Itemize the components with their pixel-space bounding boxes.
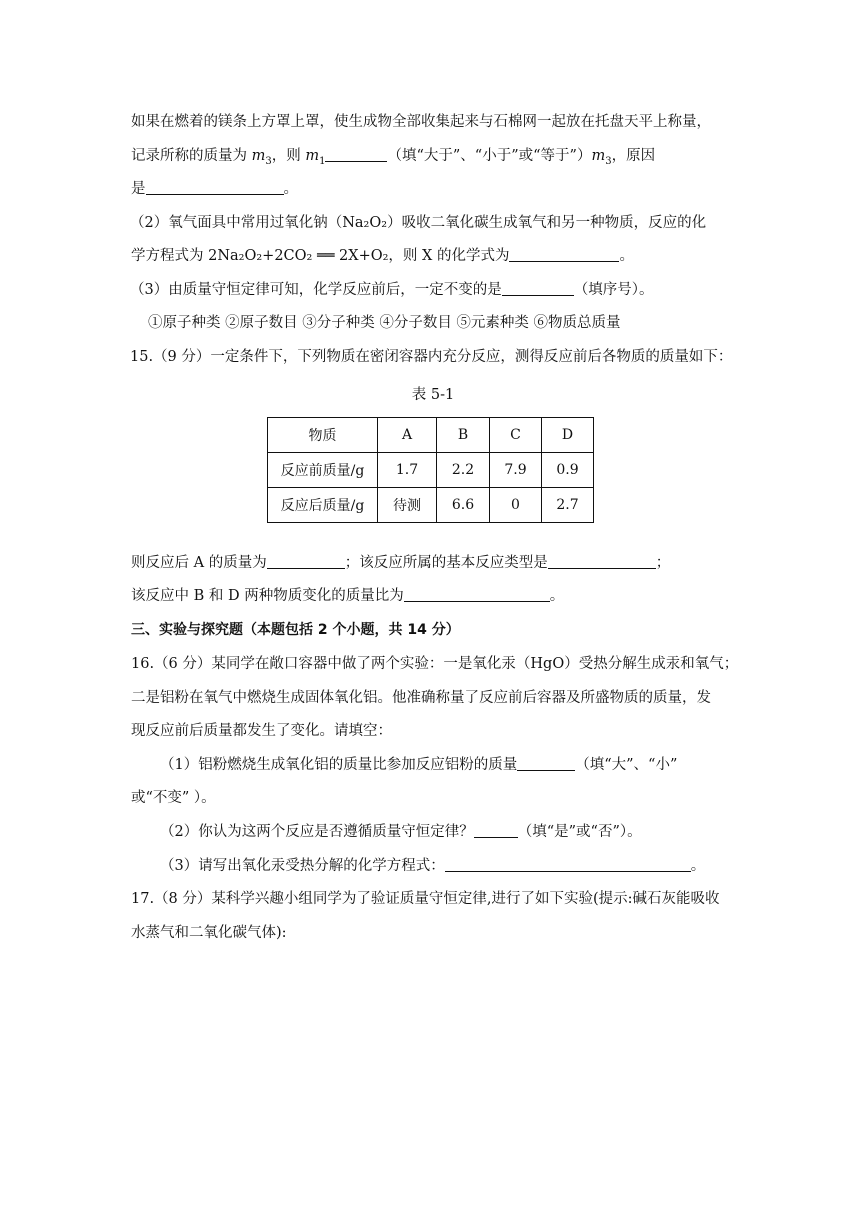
text-line (160, 856, 705, 876)
text-line: 水蒸气和二氧化碳气体): (131, 925, 287, 941)
subscript: 3 (265, 155, 272, 167)
table-caption: 表 5-1 (411, 387, 455, 403)
table-cell: 2.7 (542, 488, 594, 523)
table-cell: A (378, 418, 437, 453)
text-line (160, 822, 642, 842)
data-table (267, 417, 594, 523)
text-line (131, 586, 564, 606)
answer-blank[interactable] (502, 281, 574, 296)
table-cell: 7.9 (490, 453, 542, 488)
answer-blank[interactable] (517, 756, 575, 771)
question-15: 15.（9 分）一定条件下，下列物质在密闭容器内充分反应，测得反应前后各物质的质量如下： (130, 349, 733, 365)
text-line (131, 179, 298, 199)
text-fragment: （填“大”、“小” (575, 757, 678, 773)
text-line: ①原子种类 ②原子数目 ③分子种类 ④分子数目 ⑤元素种类 ⑥物质总质量 (148, 315, 621, 331)
subscript: 3 (605, 155, 612, 167)
text-fragment: 学方程式为 2Na₂O₂+2CO₂ ══ 2X+O₂，则 X 的化学式为 (131, 248, 510, 264)
text-line (131, 246, 634, 266)
text-fragment: （填序号）。 (573, 282, 654, 298)
text-fragment: 。 (283, 181, 298, 197)
answer-blank[interactable] (325, 147, 387, 162)
answer-blank[interactable] (267, 554, 345, 569)
text-fragment: 。 (549, 588, 565, 604)
table-cell: 待测 (378, 488, 437, 523)
answer-blank[interactable] (548, 554, 656, 569)
text-fragment: （2）你认为这两个反应是否遵循质量守恒定律？ (160, 824, 474, 840)
text-fragment: ，则 (271, 148, 306, 164)
table-cell: D (542, 418, 594, 453)
text-fragment: ；该反应所属的基本反应类型是 (344, 555, 548, 571)
table-cell: 0.9 (542, 453, 594, 488)
question-17: 17.（8 分）某科学兴趣小组同学为了验证质量守恒定律,进行了如下实验(提示:碱石灰能吸收 (131, 891, 720, 907)
text-fragment: 该反应中 B 和 D 两种物质变化的质量比为 (131, 588, 404, 604)
text-fragment: 。 (690, 858, 706, 874)
text-line: （2）氧气面具中常用过氧化钠（Na₂O₂）吸收二氧化碳生成氧气和另一种物质，反应的化 (130, 215, 707, 231)
text-line: 或“不变” ）。 (131, 790, 216, 806)
text-fragment: ，原因 (611, 148, 656, 164)
table-row (268, 453, 594, 488)
table-cell: 2.2 (437, 453, 490, 488)
text-line: 现反应前后质量都发生了变化。请填空： (131, 723, 392, 739)
answer-blank[interactable] (474, 823, 518, 838)
answer-blank[interactable] (146, 180, 284, 195)
text-fragment: 记录所称的质量为 (131, 148, 252, 164)
question-16: 16.（6 分）某同学在敞口容器中做了两个实验：一是氧化汞（HgO）受热分解生成汞和氧气； (131, 656, 739, 672)
table-cell: 6.6 (437, 488, 490, 523)
answer-blank[interactable] (509, 247, 619, 262)
table-cell: 反应后质量/g (268, 488, 378, 523)
section-heading: 三、实验与探究题（本题包括 2 个小题，共 14 分） (131, 622, 460, 638)
table-row (268, 488, 594, 523)
table-cell: 0 (490, 488, 542, 523)
table-cell: 反应前质量/g (268, 453, 378, 488)
variable: m (305, 148, 320, 164)
answer-blank[interactable] (445, 857, 691, 872)
text-fragment: ； (655, 555, 671, 571)
text-fragment: （填“是”或“否”）。 (517, 824, 642, 840)
text-line (130, 280, 653, 300)
text-line (131, 146, 655, 172)
table-cell: 1.7 (378, 453, 437, 488)
text-fragment: （1）铝粉燃烧生成氧化铝的质量比参加反应铝粉的质量 (160, 757, 518, 773)
table-cell: B (437, 418, 490, 453)
variable: m (251, 148, 266, 164)
table-cell: C (490, 418, 542, 453)
table-header-row (268, 418, 594, 453)
text-fragment: （3）请写出氧化汞受热分解的化学方程式： (160, 858, 445, 874)
text-line (160, 755, 677, 775)
variable: m (591, 148, 606, 164)
text-line: 如果在燃着的镁条上方罩上罩，使生成物全部收集起来与石棉网一起放在托盘天平上称量， (131, 114, 711, 130)
text-fragment: 则反应后 A 的质量为 (131, 555, 267, 571)
text-line: 二是铝粉在氧气中燃烧生成固体氧化铝。他准确称量了反应前后容器及所盛物质的质量，发 (131, 690, 711, 706)
text-fragment: （填“大于”、“小于”或“等于”） (387, 148, 592, 164)
text-fragment: 是 (131, 181, 146, 197)
text-fragment: 。 (619, 248, 634, 264)
subscript: 1 (319, 155, 326, 167)
answer-blank[interactable] (404, 587, 550, 602)
text-line (131, 553, 670, 573)
table-cell: 物质 (268, 418, 378, 453)
text-fragment: （3）由质量守恒定律可知，化学反应前后，一定不变的是 (130, 282, 502, 298)
